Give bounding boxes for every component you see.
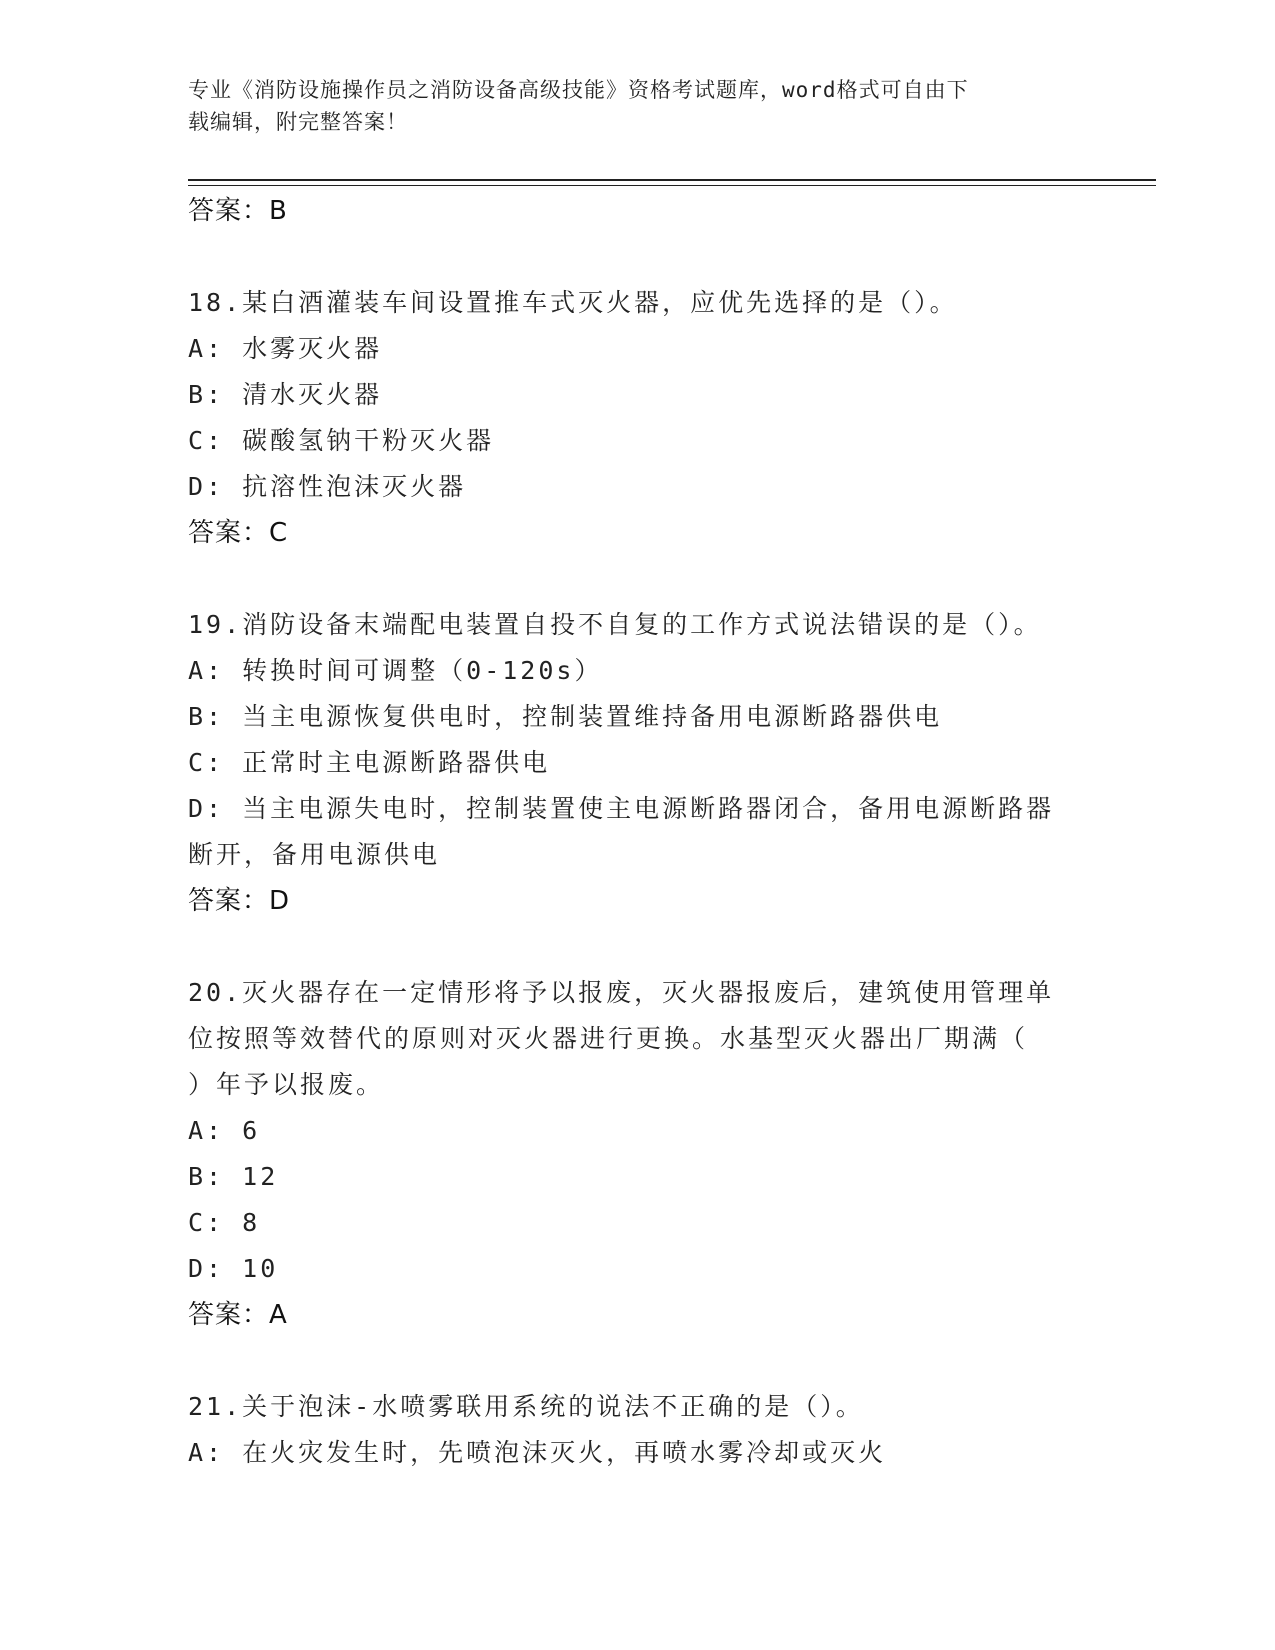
option-c: C: 正常时主电源断路器供电 xyxy=(188,748,551,777)
spacer xyxy=(188,234,1088,280)
option-a: A: 在火灾发生时，先喷泡沫灭火，再喷水雾冷却或灭火 xyxy=(188,1438,887,1467)
header-line-1: 专业《消防设施操作员之消防设备高级技能》资格考试题库，word格式可自由下 xyxy=(188,78,969,102)
question-block xyxy=(188,970,1088,1338)
answer-line: 答案：D xyxy=(188,886,291,916)
answer-line: 答案：A xyxy=(188,1300,288,1330)
question-stem: 19.消防设备末端配电装置自投不自复的工作方式说法错误的是（）。 xyxy=(188,610,1042,639)
question-stem: 20.灭火器存在一定情形将予以报废，灭火器报废后，建筑使用管理单 xyxy=(188,978,1055,1007)
answer-line: 答案：C xyxy=(188,518,289,548)
option-b: B: 清水灭火器 xyxy=(188,380,383,409)
option-d: D: 抗溶性泡沫灭火器 xyxy=(188,472,467,501)
header-divider-thin xyxy=(188,185,1156,186)
option-a: A: 6 xyxy=(188,1116,261,1145)
option-d: D: 10 xyxy=(188,1254,279,1283)
spacer xyxy=(188,1338,1088,1384)
option-d-continued: 断开，备用电源供电 xyxy=(188,840,441,869)
header-divider xyxy=(188,179,1156,181)
option-c: C: 8 xyxy=(188,1208,261,1237)
option-a: A: 转换时间可调整（0-120s） xyxy=(188,656,603,685)
header-line-2: 载编辑，附完整答案！ xyxy=(188,110,408,134)
question-stem: 21.关于泡沫-水喷雾联用系统的说法不正确的是（）。 xyxy=(188,1392,864,1421)
document-header xyxy=(188,74,1088,138)
answer-line: 答案：B xyxy=(188,196,288,226)
option-b: B: 12 xyxy=(188,1162,279,1191)
question-block xyxy=(188,280,1088,556)
question-stem-continued: 位按照等效替代的原则对灭火器进行更换。水基型灭火器出厂期满（ xyxy=(188,1024,1029,1053)
question-stem: 18.某白酒灌装车间设置推车式灭火器，应优先选择的是（）。 xyxy=(188,288,958,317)
question-block xyxy=(188,1384,1088,1476)
option-b: B: 当主电源恢复供电时，控制装置维持备用电源断路器供电 xyxy=(188,702,943,731)
option-a: A: 水雾灭火器 xyxy=(188,334,383,363)
option-c: C: 碳酸氢钠干粉灭火器 xyxy=(188,426,495,455)
spacer xyxy=(188,924,1088,970)
question-stem-continued: ）年予以报废。 xyxy=(188,1070,385,1099)
question-list xyxy=(188,188,1088,1476)
option-d: D: 当主电源失电时，控制装置使主电源断路器闭合，备用电源断路器 xyxy=(188,794,1055,823)
question-block xyxy=(188,602,1088,924)
spacer xyxy=(188,556,1088,602)
